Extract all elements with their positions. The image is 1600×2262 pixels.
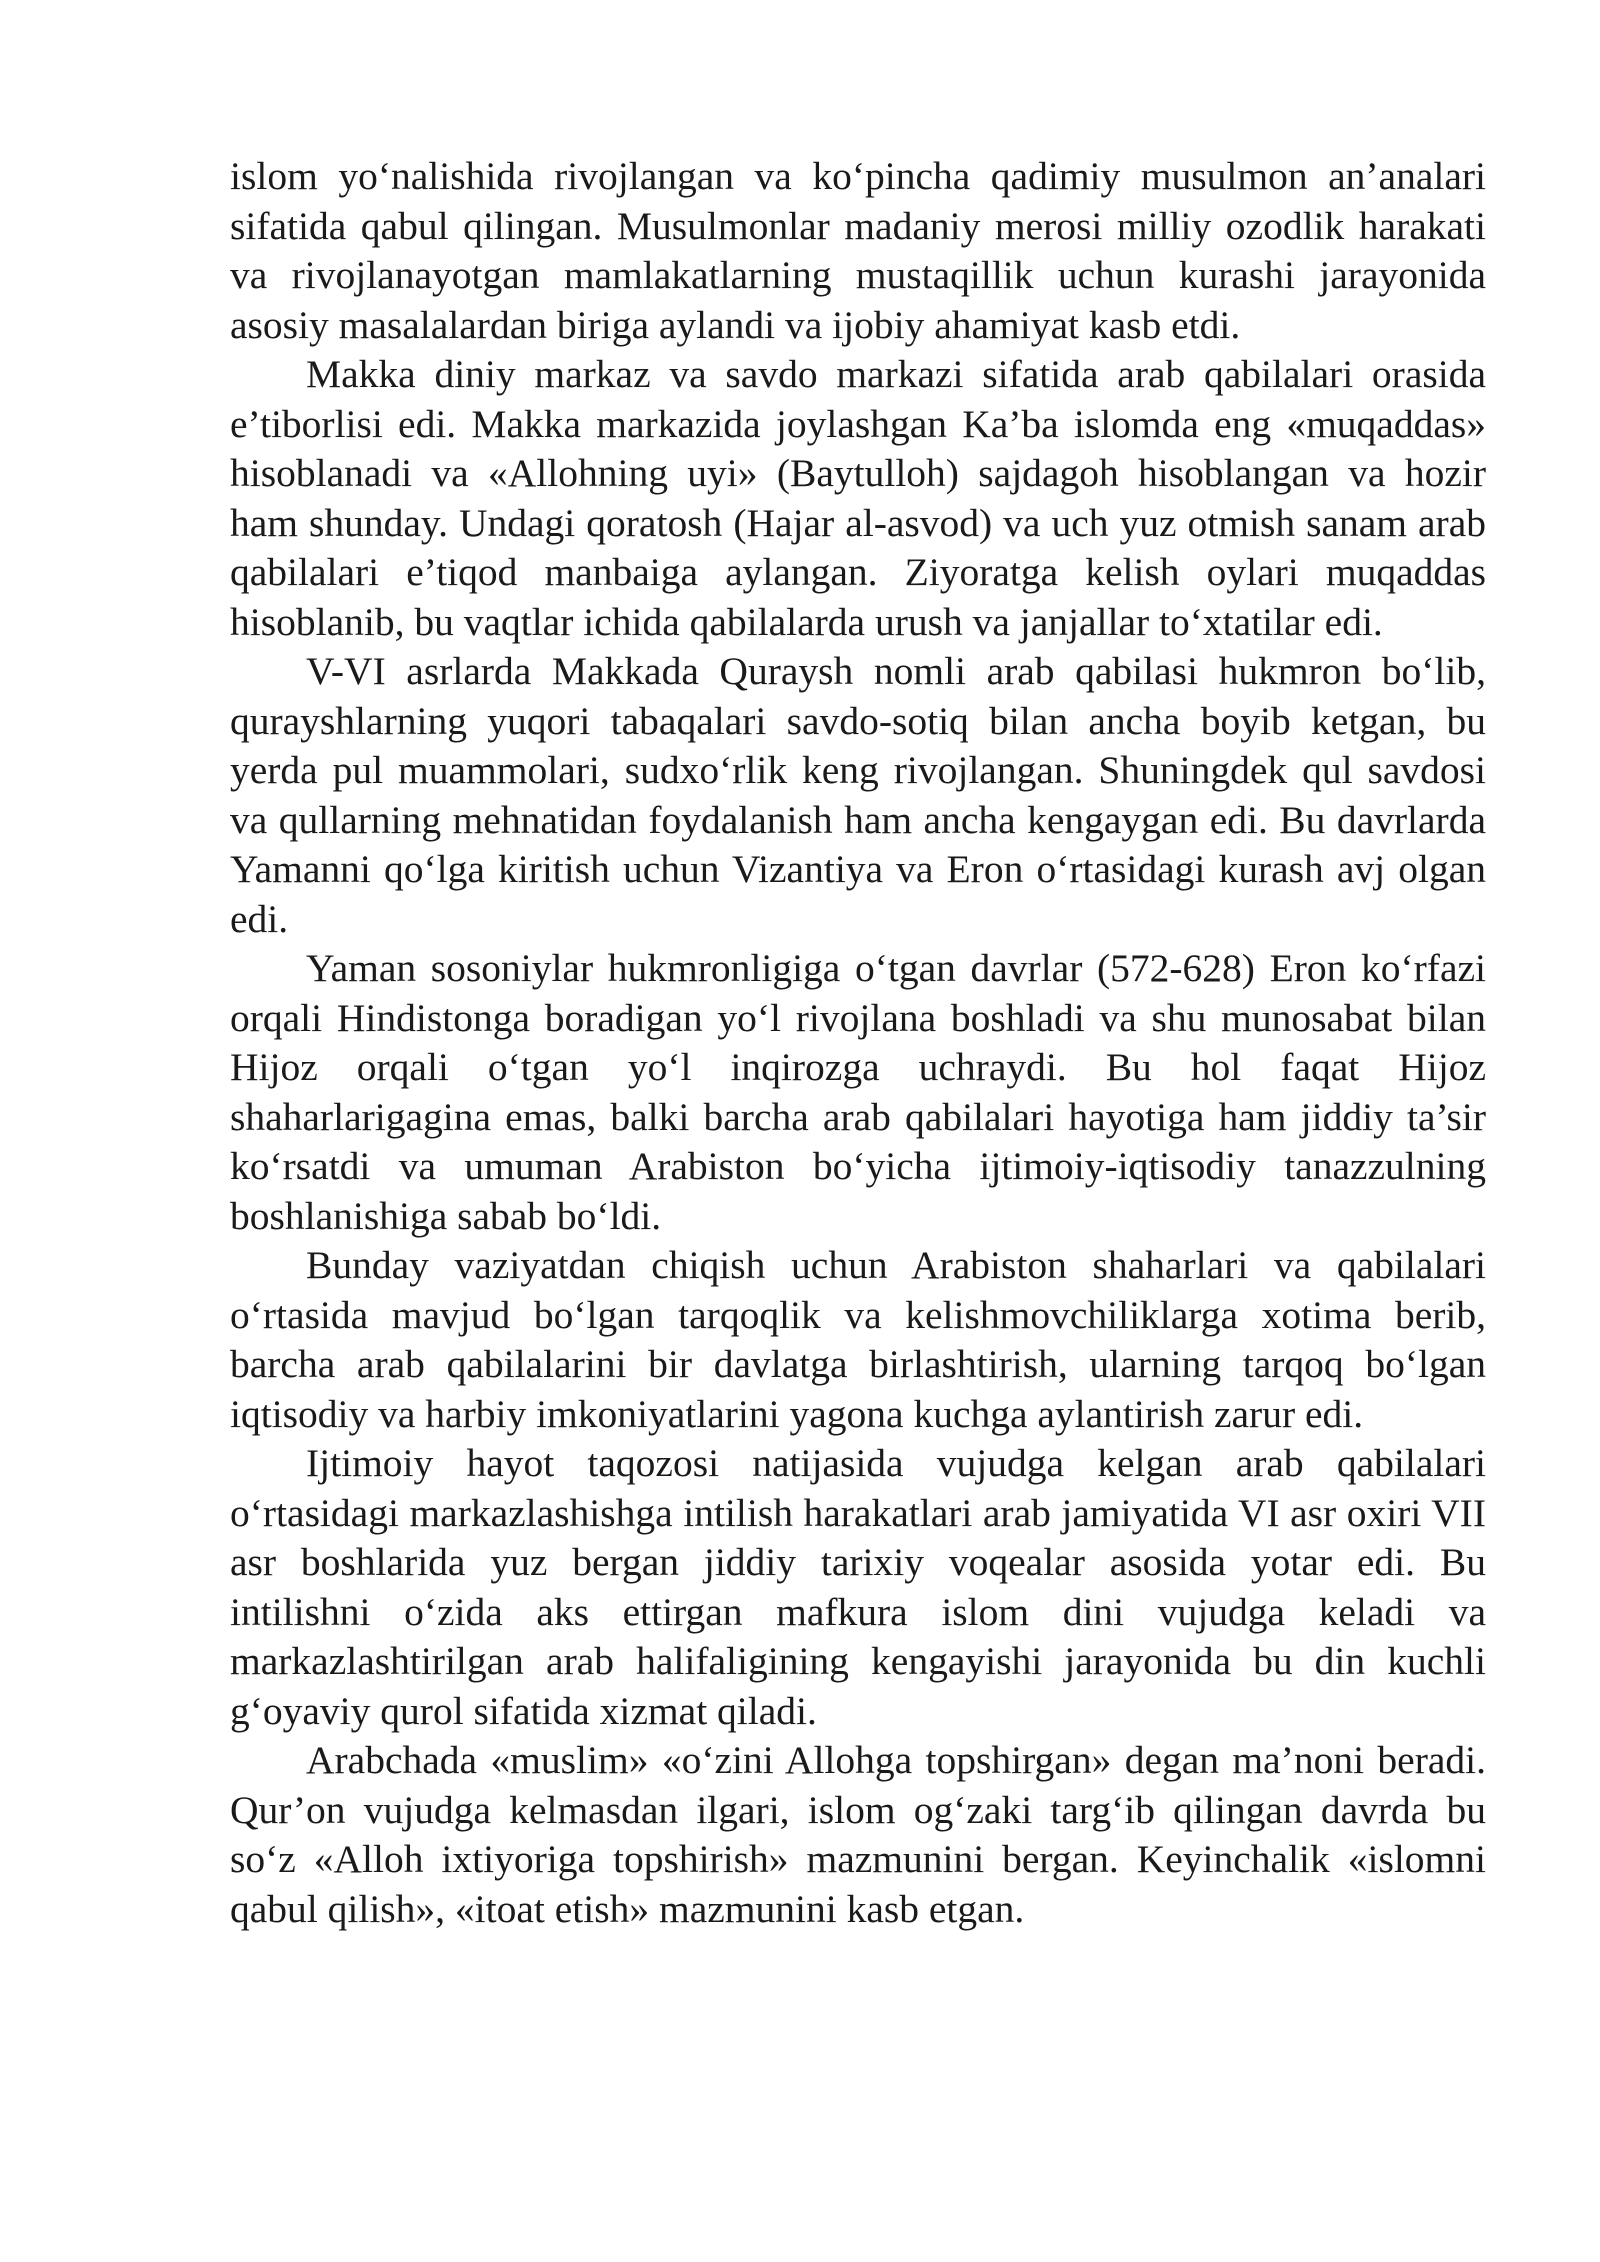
paragraph-ijtimoiy: Ijtimoiy hayot taqozosi natijasida vujudga kelgan arab qabilalari oʻrtasidagi markazlashishga intilish harakatlari arab jamiyatida VI asr oxiri VII asr boshlarida yuz bergan jiddiy tarixiy voqealar asosida yotar edi. Bu intilishni oʻzida aks ettirgan mafkura islom dini vujudga keladi va markazlashtirilgan arab halifaligining kengayishi jarayonida bu din kuchli gʻoyaviy qurol sifatida xizmat qiladi.: [230, 1441, 1486, 1733]
paragraph-makka: Makka diniy markaz va savdo markazi sifatida arab qabilalari orasida e’tiborlisi edi. Makka markazida joylashgan Ka’ba islomda eng «muqaddas» hisoblanadi va «Allohning uyi» (Baytulloh) sajdagoh hisoblangan va hozir ham shunday. Undagi qoratosh (Hajar al-asvod) va uch yuz otmish sanam arab qabilalari e’tiqod manbaiga aylangan. Ziyoratga kelish oylari muqaddas hisoblanib, bu vaqtlar ichida qabilalarda urush va janjallar toʻxtatilar edi.: [230, 352, 1486, 644]
body-text: [230, 152, 1486, 1934]
paragraph-vaziyat: Bunday vaziyatdan chiqish uchun Arabiston shaharlari va qabilalari oʻrtasida mavjud boʻlgan tarqoqlik va kelishmovchiliklarga xotima berib, barcha arab qabilalarini bir davlatga birlashtirish, ularning tarqoq boʻlgan iqtisodiy va harbiy imkoniyatlarini yagona kuchga aylantirish zarur edi.: [230, 1243, 1486, 1436]
paragraph-muslim: Arabchada «muslim» «oʻzini Allohga topshirgan» degan ma’noni beradi. Qur’on vujudga kelmasdan ilgari, islom ogʻzaki targʻib qilingan davrda bu soʻz «Alloh ixtiyoriga topshirish» mazmunini bergan. Keyinchalik «islomni qabul qilish», «itoat etish» mazmunini kasb etgan.: [230, 1738, 1486, 1931]
paragraph-continuation: islom yoʻnalishida rivojlangan va koʻpincha qadimiy musulmon an’analari sifatida qabul qilingan. Musulmonlar madaniy merosi milliy ozodlik harakati va rivojlanayotgan mamlakatlarning mustaqillik uchun kurashi jarayonida asosiy masalalardan biriga aylandi va ijobiy ahamiyat kasb etdi.: [230, 154, 1486, 347]
paragraph-quraysh: V-VI asrlarda Makkada Quraysh nomli arab qabilasi hukmron boʻlib, qurayshlarning yuqori tabaqalari savdo-sotiq bilan ancha boyib ketgan, bu yerda pul muammolari, sudxoʻrlik keng rivojlangan. Shuningdek qul savdosi va qullarning mehnatidan foydalanish ham ancha kengaygan edi. Bu davrlarda Yamanni qoʻlga kiritish uchun Vizantiya va Eron oʻrtasidagi kurash avj olgan edi.: [230, 649, 1486, 941]
paragraph-yaman: Yaman sosoniylar hukmronligiga oʻtgan davrlar (572-628) Eron koʻrfazi orqali Hindistonga boradigan yoʻl rivojlana boshladi va shu munosabat bilan Hijoz orqali oʻtgan yoʻl inqirozga uchraydi. Bu hol faqat Hijoz shaharlarigagina emas, balki barcha arab qabilalari hayotiga ham jiddiy ta’sir koʻrsatdi va umuman Arabiston boʻyicha ijtimoiy-iqtisodiy tanazzulning boshlanishiga sabab boʻldi.: [230, 946, 1486, 1238]
